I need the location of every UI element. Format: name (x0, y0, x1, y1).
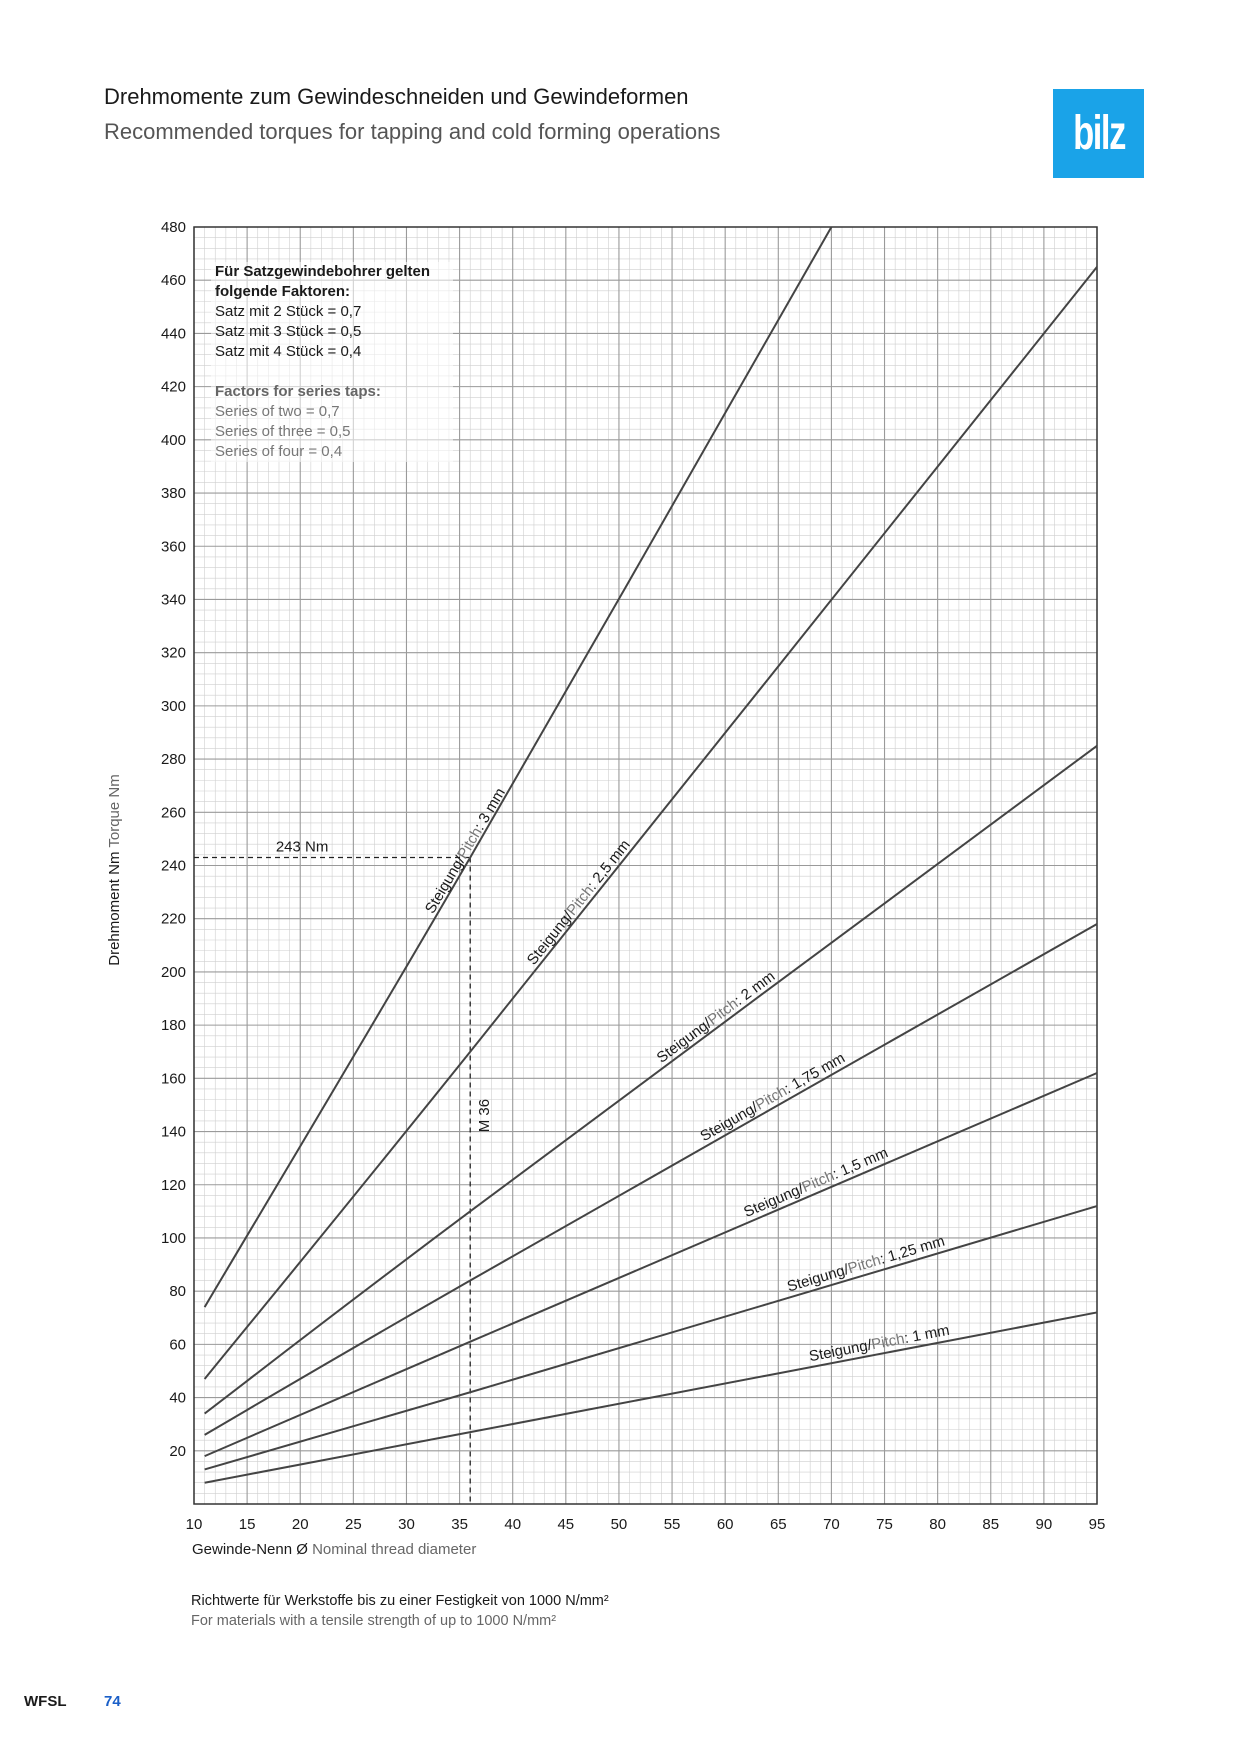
m36-annotation (194, 839, 493, 1504)
factors-de-heading-1: Für Satzgewindebohrer gelten (215, 263, 431, 280)
page-title-de: Drehmomente zum Gewindeschneiden und Gewindeformen (104, 84, 689, 109)
x-tick-label: 70 (823, 1516, 840, 1533)
note-de: Richtwerte für Werkstoffe bis zu einer Festigkeit von 1000 N/mm² (191, 1593, 609, 1609)
x-tick-label: 20 (291, 1516, 309, 1533)
x-tick-label: 30 (398, 1516, 415, 1533)
y-tick-label: 440 (160, 325, 186, 343)
x-tick-label: 35 (451, 1516, 468, 1533)
series-labels (422, 785, 951, 1365)
x-tick-label: 85 (982, 1516, 1000, 1533)
x-tick-label: 60 (716, 1516, 734, 1533)
annotation-thread-label: M 36 (476, 1098, 494, 1133)
factors-en-line: Series of three = 0,5 (215, 423, 351, 440)
y-tick-label: 340 (160, 591, 186, 609)
factors-de-line: Satz mit 3 Stück = 0,5 (215, 323, 362, 340)
y-axis-label: Drehmoment Nm Torque Nm (106, 774, 123, 966)
factors-de-line: Satz mit 4 Stück = 0,4 (215, 343, 362, 360)
y-tick-label: 80 (169, 1283, 186, 1301)
y-tick-label: 360 (160, 538, 186, 556)
y-tick-label: 160 (160, 1070, 186, 1088)
annotation-value-label: 243 Nm (275, 838, 329, 856)
y-tick-label: 300 (160, 697, 186, 715)
x-tick-label: 40 (504, 1516, 522, 1533)
x-tick-label: 95 (1088, 1516, 1106, 1533)
y-tick-label: 20 (169, 1442, 186, 1460)
series-label-6: Steigung/Pitch: 1,25 mm (785, 1232, 947, 1296)
series-label-5: Steigung/Pitch: 1,5 mm (741, 1144, 891, 1221)
footer-code: WFSL (24, 1693, 67, 1710)
y-tick-label: 240 (160, 857, 186, 875)
series-label-4: Steigung/Pitch: 1,75 mm (697, 1049, 848, 1146)
x-tick-label: 15 (238, 1516, 256, 1533)
y-tick-label: 400 (160, 431, 186, 449)
y-tick-label: 100 (160, 1229, 186, 1247)
x-tick-label: 45 (557, 1516, 575, 1533)
y-tick-label: 200 (160, 963, 186, 981)
x-tick-label: 50 (610, 1516, 628, 1533)
factors-en-heading: Factors for series taps: (215, 383, 381, 400)
factors-en-line: Series of two = 0,7 (215, 403, 340, 420)
y-tick-labels (161, 219, 186, 1460)
y-tick-label: 280 (160, 751, 186, 769)
y-tick-label: 120 (160, 1176, 186, 1194)
y-tick-label: 480 (160, 219, 186, 236)
series-label-1: Steigung/Pitch: 3 mm (421, 785, 509, 917)
x-tick-label: 55 (663, 1516, 681, 1533)
x-tick-label: 80 (929, 1516, 946, 1533)
factors-de-line: Satz mit 2 Stück = 0,7 (215, 303, 362, 320)
logo-text: bilz (1072, 107, 1125, 160)
note-en: For materials with a tensile strength of up to 1000 N/mm² (191, 1613, 557, 1629)
x-tick-label: 10 (185, 1516, 203, 1533)
y-tick-label: 380 (160, 485, 186, 503)
factors-de-heading-2: folgende Faktoren: (215, 283, 351, 300)
x-tick-label: 65 (769, 1516, 787, 1533)
series-label-3: Steigung/Pitch: 2 mm (653, 967, 779, 1067)
y-tick-label: 140 (160, 1123, 186, 1141)
page-title-en: Recommended torques for tapping and cold forming operations (104, 119, 721, 144)
series-label-2: Steigung/Pitch: 2,5 mm (523, 836, 634, 969)
y-tick-label: 260 (160, 804, 186, 822)
factors-box (211, 262, 453, 462)
x-tick-label: 25 (345, 1516, 362, 1533)
y-tick-label: 220 (160, 910, 186, 928)
y-tick-label: 40 (169, 1389, 186, 1407)
y-tick-label: 60 (169, 1336, 186, 1354)
y-tick-label: 320 (160, 644, 186, 662)
series-label-7: Steigung/Pitch: 1 mm (807, 1321, 951, 1366)
y-tick-label: 420 (160, 378, 186, 396)
page-number: 74 (104, 1693, 121, 1710)
y-tick-label: 180 (160, 1017, 186, 1035)
factors-en-line: Series of four = 0,4 (215, 443, 343, 460)
y-tick-label: 460 (160, 272, 186, 290)
x-tick-label: 90 (1035, 1516, 1053, 1533)
x-tick-labels (186, 1516, 1106, 1533)
x-tick-label: 75 (876, 1516, 893, 1533)
x-axis-label: Gewinde-Nenn Ø Nominal thread diameter (192, 1541, 477, 1558)
